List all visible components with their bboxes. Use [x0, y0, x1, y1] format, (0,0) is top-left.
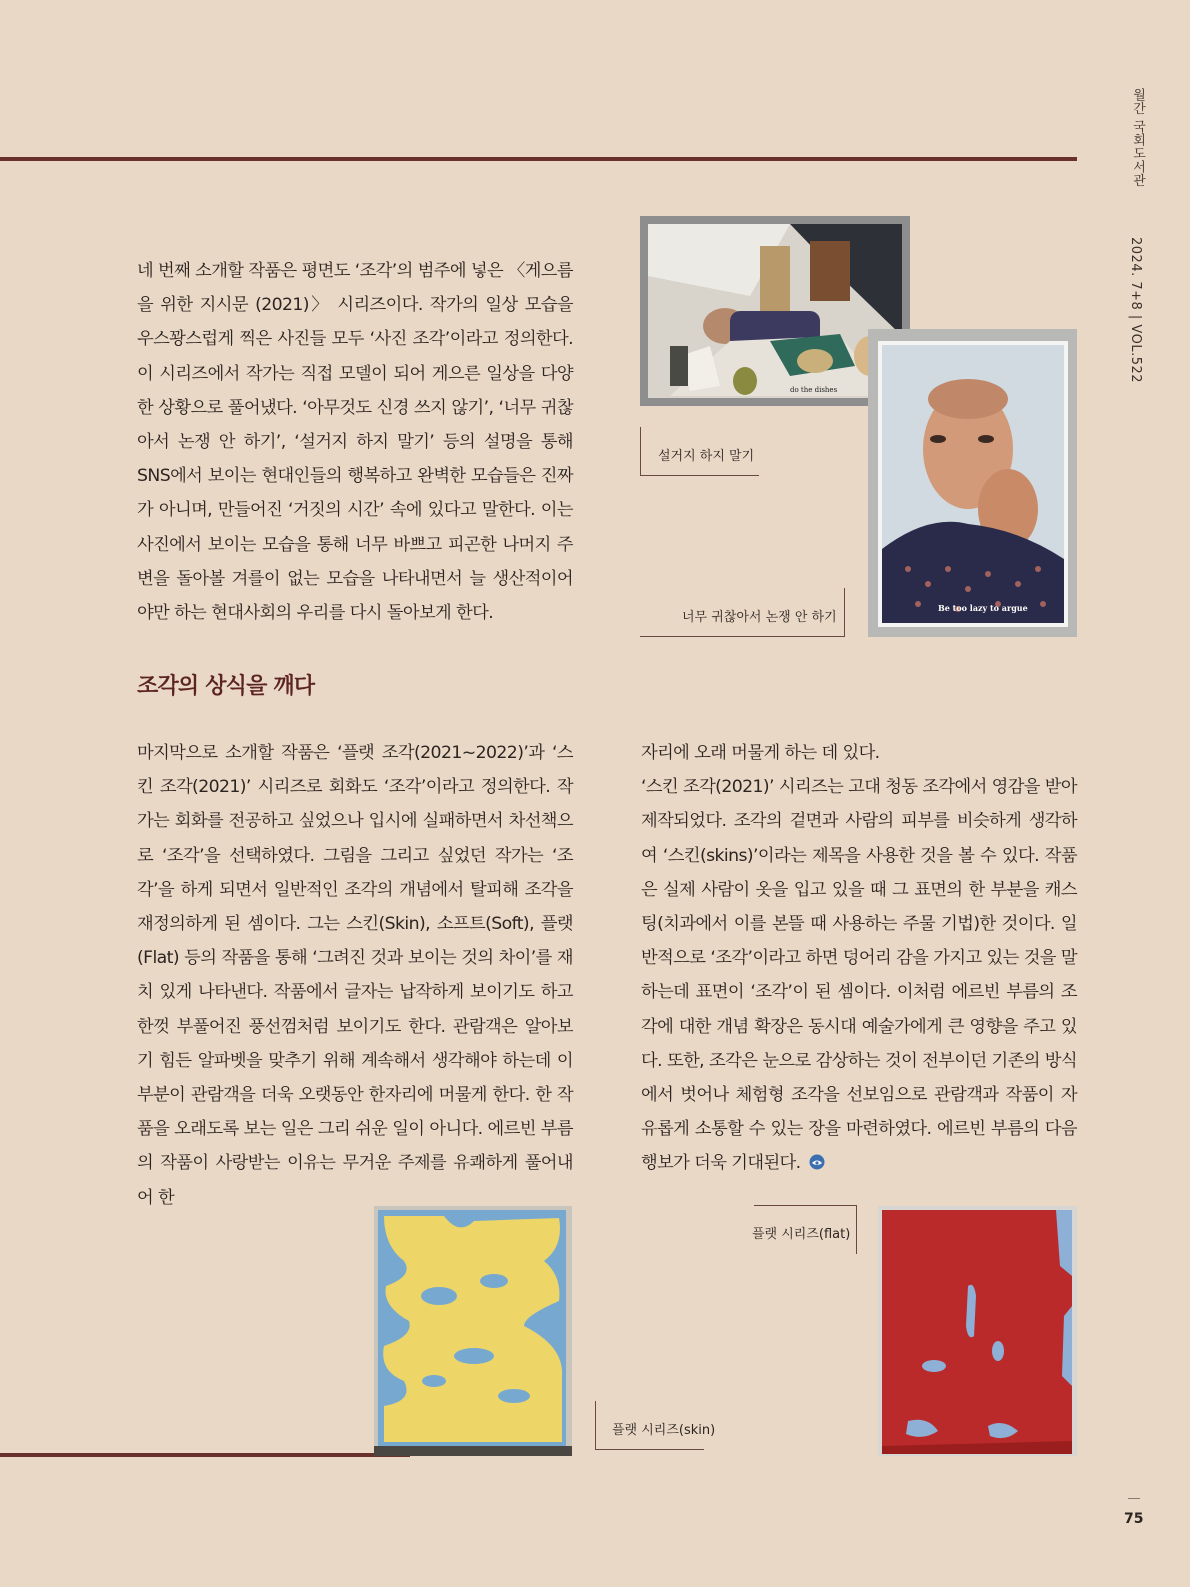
bottom-rule — [0, 1453, 410, 1457]
photo-argue-illustration — [868, 329, 1077, 637]
page-number: 75 — [1124, 1511, 1144, 1527]
caption-flat: 플랫 시리즈(flat) — [752, 1227, 851, 1242]
top-rule — [0, 157, 1077, 161]
body-right-paragraph: ‘스킨 조각(2021)’ 시리즈는 고대 청동 조각에서 영감을 받아 제작되었다. 조각의 겉면과 사람의 피부를 비슷하게 생각하여 ‘스킨(skins)’이라는 제목을 사용한 것을 볼 수 있다. 작품은 실제 사람이 옷을 입고 있을 때 그 표면의 한 부분을 캐스팅(치과에서 이를 본뜰 때 사용하는 주물 기법)한 것이다. 일반적으로 ‘조각’이라고 하면 덩어리 감을 가지고 있는 것을 말하는데 표면이 ‘조각’이 된 셈이다. 이처럼 에르빈 부름의 조각에 대한 개념 확장은 동시대 예술가에게 큰 영향을 주고 있다. 또한, 조각은 눈으로 감상하는 것이 전부이던 기존의 방식에서 벗어나 체험형 조각을 선보임으로 관람객과 작품이 자유롭게 소통할 수 있는 장을 마련하였다. 에르빈 부름의 다음 행보가 더욱 기대된다. — [641, 777, 1077, 1174]
photo-flat-painting — [878, 1206, 1077, 1456]
section-heading: 조각의 상식을 깨다 — [137, 674, 315, 699]
photo-skin-illustration — [374, 1206, 572, 1456]
end-mark-icon — [809, 1148, 825, 1164]
photo-dishes-sign: do the dishes — [790, 386, 838, 394]
photo-argue-sign: Be too lazy to argue — [938, 603, 1028, 613]
photo-argue — [868, 329, 1077, 637]
caption-argue: 너무 귀찮아서 논쟁 안 하기 — [682, 610, 837, 625]
caption-skin: 플랫 시리즈(skin) — [612, 1423, 716, 1438]
magazine-name: 월간 국회도서관 — [1130, 88, 1145, 188]
page-number-tick — [1128, 1498, 1140, 1499]
issue-info: 2024. 7+8 | VOL.522 — [1128, 237, 1143, 384]
body-left-column: 마지막으로 소개할 작품은 ‘플랫 조각(2021~2022)’과 ‘스킨 조각(2021)’ 시리즈로 회화도 ‘조각’이라고 정의한다. 작가는 회화를 전공하고 싶었으나 입시에 실패하면서 차선책으로 ‘조각’을 선택하였다. 그림을 그리고 싶었던 작가는 ‘조각’을 하게 되면서 일반적인 조각의 개념에서 탈피해 조각을 재정의하게 된 셈이다. 그는 스킨(Skin), 소프트(Soft), 플랫(Flat) 등의 작품을 통해 ‘그려진 것과 보이는 것의 차이’를 재치 있게 나타낸다. 작품에서 글자는 납작하게 보이기도 하고 한껏 부풀어진 풍선껌처럼 보이기도 한다. 관람객은 알아보기 힘든 알파벳을 맞추기 위해 계속해서 생각해야 하는데 이 부분이 관람객을 더욱 오랫동안 한자리에 머물게 한다. 한 작품을 오래도록 보는 일은 그리 쉬운 일이 아니다. 에르빈 부름의 작품이 사랑받는 이유는 무거운 주제를 유쾌하게 풀어내어 한 — [137, 743, 573, 1208]
intro-paragraph: 네 번째 소개할 작품은 평면도 ‘조각’의 범주에 넣은 〈게으름을 위한 지시문 (2021)〉 시리즈이다. 작가의 일상 모습을 우스꽝스럽게 찍은 사진들 모두 ‘사진 조각’이라고 정의한다. 이 시리즈에서 작가는 직접 모델이 되어 게으른 일상을 다양한 상황으로 풀어냈다. ‘아무것도 신경 쓰지 않기’, ‘너무 귀찮아서 논쟁 안 하기’, ‘설거지 하지 말기’ 등의 설명을 통해 SNS에서 보이는 현대인들의 행복하고 완벽한 모습들은 진짜가 아니며, 만들어진 ‘거짓의 시간’ 속에 있다고 말한다. 이는 사진에서 보이는 모습을 통해 너무 바쁘고 피곤한 나머지 주변을 돌아볼 겨를이 없는 모습을 나타내면서 늘 생산적이어야만 하는 현대사회의 우리를 다시 돌아보게 한다. — [137, 261, 573, 624]
body-right-column — [641, 736, 1077, 1181]
body-right-line: 자리에 오래 머물게 하는 데 있다. — [641, 743, 880, 763]
caption-dishes: 설거지 하지 말기 — [658, 449, 755, 464]
photo-flat-illustration — [878, 1206, 1077, 1456]
photo-skin-painting — [374, 1206, 572, 1456]
